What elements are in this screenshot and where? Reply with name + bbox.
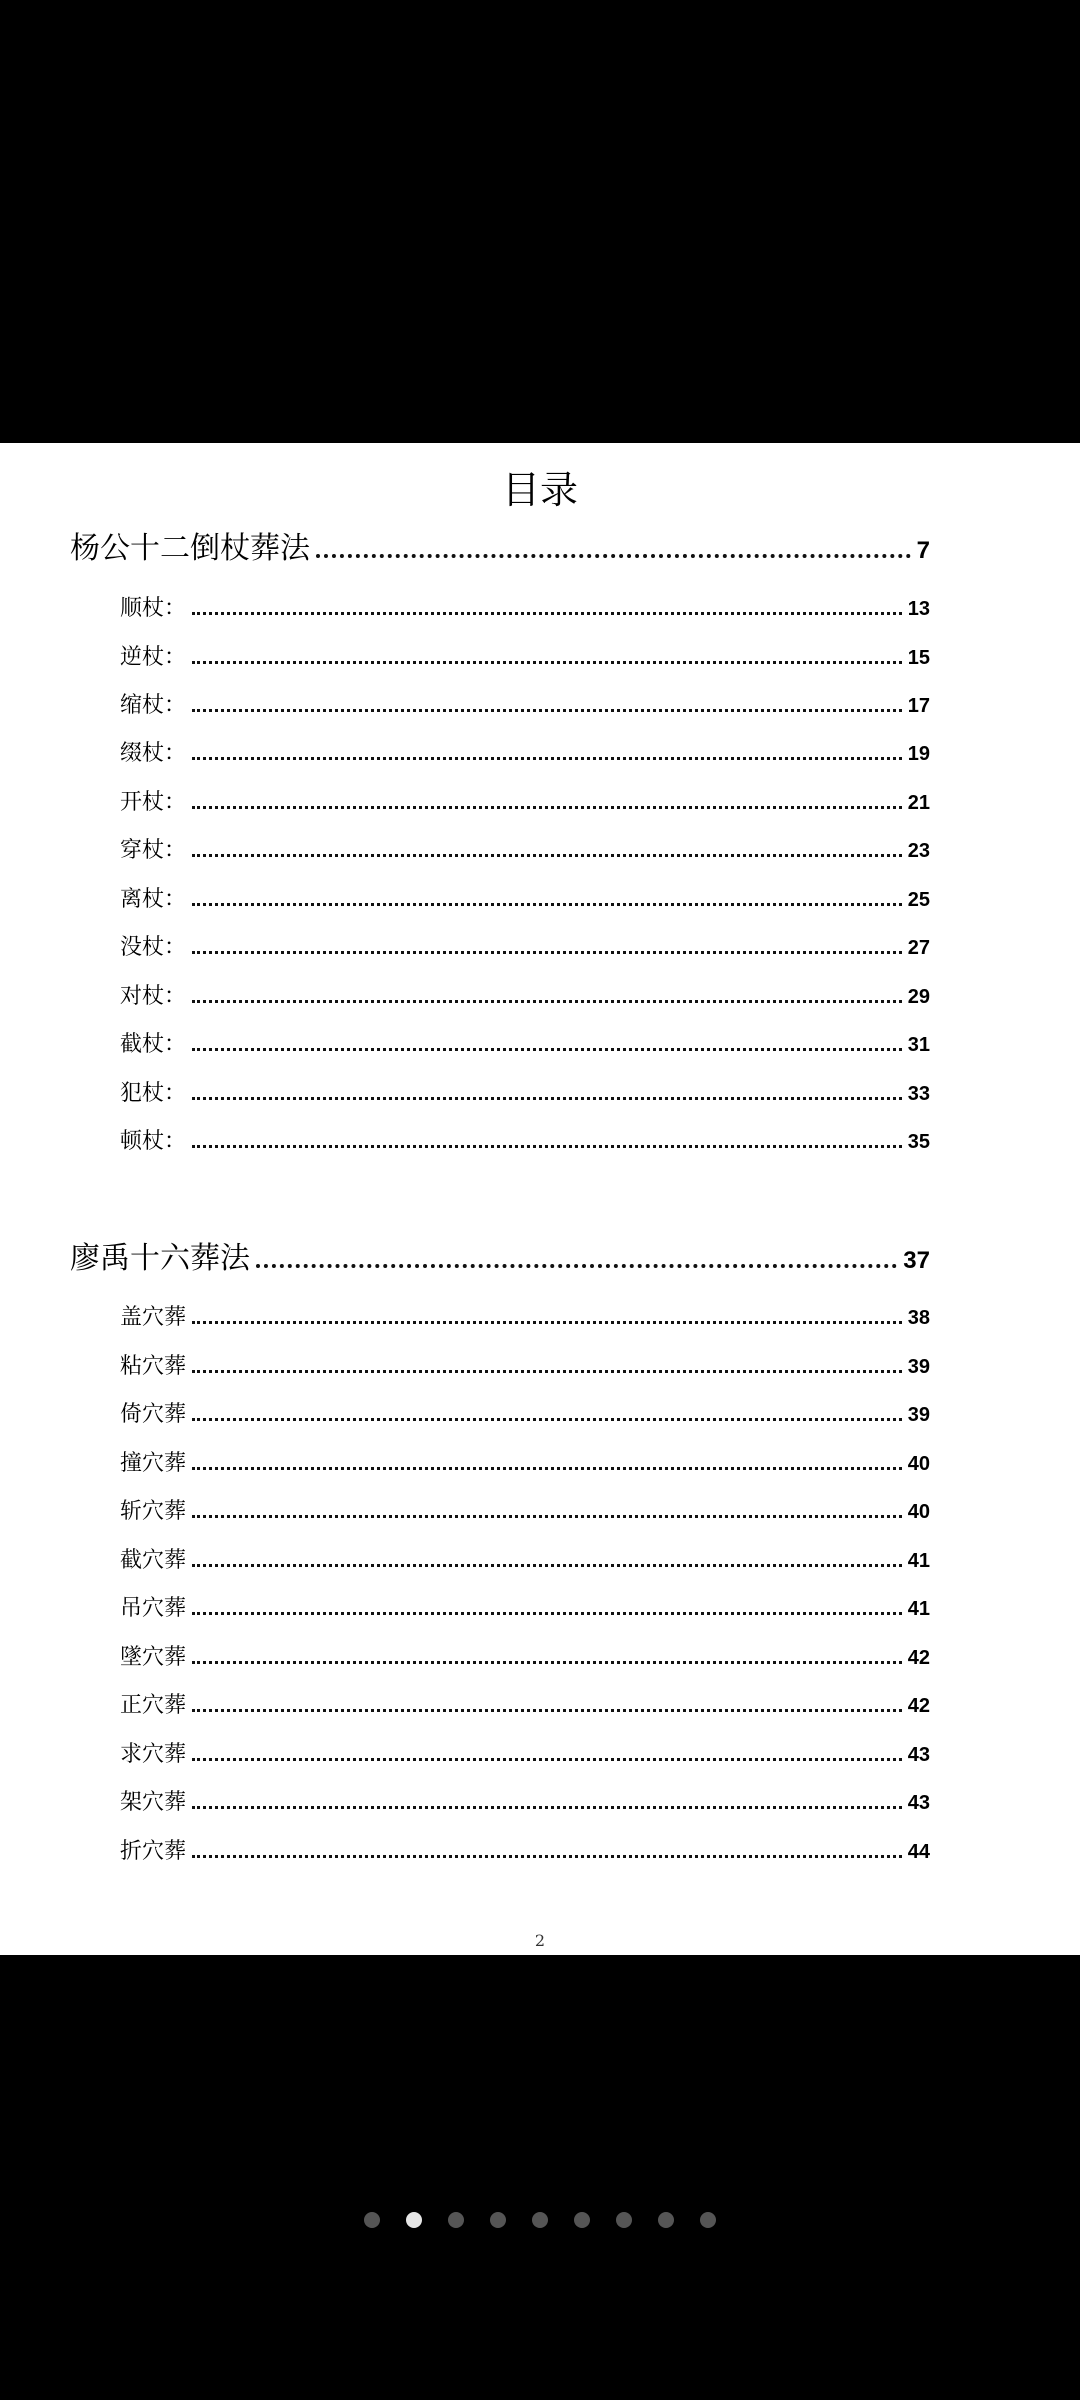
dot-leader: [192, 1758, 902, 1761]
toc-entry: [120, 1076, 930, 1107]
toc-entry: [120, 979, 930, 1010]
toc-entry: [120, 930, 930, 961]
toc-section-page: 7: [916, 537, 930, 564]
toc-entry-page: 40: [907, 1501, 930, 1523]
toc-entry-label: 截穴葬: [120, 1548, 187, 1573]
toc-entry-label: 折穴葬: [120, 1839, 187, 1864]
page-indicator-dot[interactable]: [658, 2212, 674, 2228]
dot-leader: [192, 1418, 902, 1421]
dot-leader: [192, 757, 902, 760]
toc-entry-page: 43: [907, 1744, 930, 1766]
toc-entry: [120, 1027, 930, 1058]
dot-leader: [192, 1612, 902, 1615]
dot-leader: [192, 1145, 902, 1148]
toc-entry-label: 顺杖：: [120, 596, 187, 621]
toc-entry-page: 43: [907, 1792, 930, 1814]
toc-entry-page: 41: [907, 1598, 930, 1620]
page-indicator-dot[interactable]: [532, 2212, 548, 2228]
page-indicator-dot[interactable]: [574, 2212, 590, 2228]
toc-entry-label: 撞穴葬: [120, 1451, 187, 1476]
toc-entry: [120, 640, 930, 671]
toc-entry: [120, 1785, 930, 1816]
document-page[interactable]: [0, 443, 1080, 1955]
toc-entry-label: 缩杖：: [120, 693, 187, 718]
toc-entry-page: 38: [907, 1307, 930, 1329]
toc-entry: [120, 1349, 930, 1380]
page-number: 2: [534, 1931, 546, 1950]
toc-section-title: 杨公十二倒杖葬法: [70, 531, 310, 566]
toc-entry-page: 41: [907, 1550, 930, 1572]
page-indicator-dot-active[interactable]: [406, 2212, 422, 2228]
toc-entry: [120, 1543, 930, 1574]
dot-leader: [192, 1564, 902, 1567]
toc-entry-label: 架穴葬: [120, 1790, 187, 1815]
toc-entry-page: 42: [907, 1647, 930, 1669]
toc-entry-page: 39: [907, 1404, 930, 1426]
toc-section-heading: [70, 523, 930, 567]
dot-leader: [192, 1467, 902, 1470]
toc-entry-page: 21: [907, 792, 930, 814]
dot-leader: [192, 854, 902, 857]
toc-entry: [120, 833, 930, 864]
toc-entry-label: 吊穴葬: [120, 1596, 187, 1621]
dot-leader: [192, 1806, 902, 1809]
toc-entry: [120, 1494, 930, 1525]
toc-entry: [120, 1397, 930, 1428]
toc-entry-page: 17: [907, 695, 930, 717]
dot-leader: [192, 612, 902, 615]
toc-entry-page: 33: [907, 1083, 930, 1105]
toc-entry: [120, 1591, 930, 1622]
page-indicator-dot[interactable]: [364, 2212, 380, 2228]
toc-entry: [120, 1834, 930, 1865]
toc-entry: [120, 736, 930, 767]
dot-leader: [192, 1855, 902, 1858]
toc-entry-label: 逆杖：: [120, 645, 187, 670]
toc-entry-page: 13: [907, 598, 930, 620]
dot-leader: [192, 1515, 902, 1518]
toc-entry-label: 顿杖：: [120, 1129, 187, 1154]
toc-entry-page: 39: [907, 1356, 930, 1378]
toc-entry-label: 斩穴葬: [120, 1499, 187, 1524]
dot-leader: [192, 1048, 902, 1051]
dot-leader: [192, 951, 902, 954]
toc-entry-page: 23: [907, 840, 930, 862]
dot-leader: [192, 1000, 902, 1003]
toc-entry-label: 穿杖：: [120, 838, 187, 863]
dot-leader: [192, 661, 902, 664]
toc-entry-label: 对杖：: [120, 984, 187, 1009]
toc-entry: [120, 1124, 930, 1155]
toc-entry-label: 粘穴葬: [120, 1354, 187, 1379]
toc-entry-page: 40: [907, 1453, 930, 1475]
toc-title: 目录: [501, 468, 578, 512]
toc-entry-page: 19: [907, 743, 930, 765]
toc-entry-page: 25: [907, 889, 930, 911]
toc-entry-label: 截杖：: [120, 1032, 187, 1057]
toc-entry-label: 开杖：: [120, 790, 187, 815]
toc-entry: [120, 591, 930, 622]
page-indicator-dot[interactable]: [490, 2212, 506, 2228]
toc-entry: [120, 688, 930, 719]
dot-leader: [192, 806, 902, 809]
toc-entry-label: 犯杖：: [120, 1081, 187, 1106]
toc-entry-label: 墜穴葬: [120, 1645, 187, 1670]
toc-entry-label: 正穴葬: [120, 1693, 187, 1718]
toc-entry: [120, 1688, 930, 1719]
toc-entry-page: 35: [907, 1131, 930, 1153]
toc-entry-page: 27: [907, 937, 930, 959]
dot-leader: [192, 1370, 902, 1373]
dot-leader: [192, 1097, 902, 1100]
toc-entry-label: 倚穴葬: [120, 1402, 187, 1427]
toc-entry-label: 盖穴葬: [120, 1305, 187, 1330]
dot-leader: [256, 1264, 897, 1268]
dot-leader: [192, 709, 902, 712]
dot-leader: [192, 1661, 902, 1664]
toc-section-title: 廖禹十六葬法: [70, 1241, 250, 1276]
page-indicator-dot[interactable]: [616, 2212, 632, 2228]
toc-entry: [120, 1737, 930, 1768]
toc-entry: [120, 1640, 930, 1671]
dot-leader: [192, 903, 902, 906]
toc-entry-page: 15: [907, 647, 930, 669]
page-indicator-dot[interactable]: [700, 2212, 716, 2228]
toc-entry-label: 缀杖：: [120, 741, 187, 766]
toc-entry-page: 42: [907, 1695, 930, 1717]
dot-leader: [192, 1321, 902, 1324]
toc-entry: [120, 785, 930, 816]
toc-entry-label: 离杖：: [120, 887, 187, 912]
page-indicator-dot[interactable]: [448, 2212, 464, 2228]
toc-entry: [120, 1446, 930, 1477]
toc-entry: [120, 882, 930, 913]
toc-entry-page: 29: [907, 986, 930, 1008]
dot-leader: [316, 554, 911, 558]
toc-section-heading: [70, 1233, 930, 1277]
toc-entry: [120, 1300, 930, 1331]
dot-leader: [192, 1709, 902, 1712]
page-indicator: [0, 2212, 1080, 2228]
toc-section-page: 37: [903, 1247, 930, 1274]
toc-entry-label: 求穴葬: [120, 1742, 187, 1767]
toc-entry-label: 没杖：: [120, 935, 187, 960]
toc-entry-page: 44: [907, 1841, 930, 1863]
toc-entry-page: 31: [907, 1034, 930, 1056]
